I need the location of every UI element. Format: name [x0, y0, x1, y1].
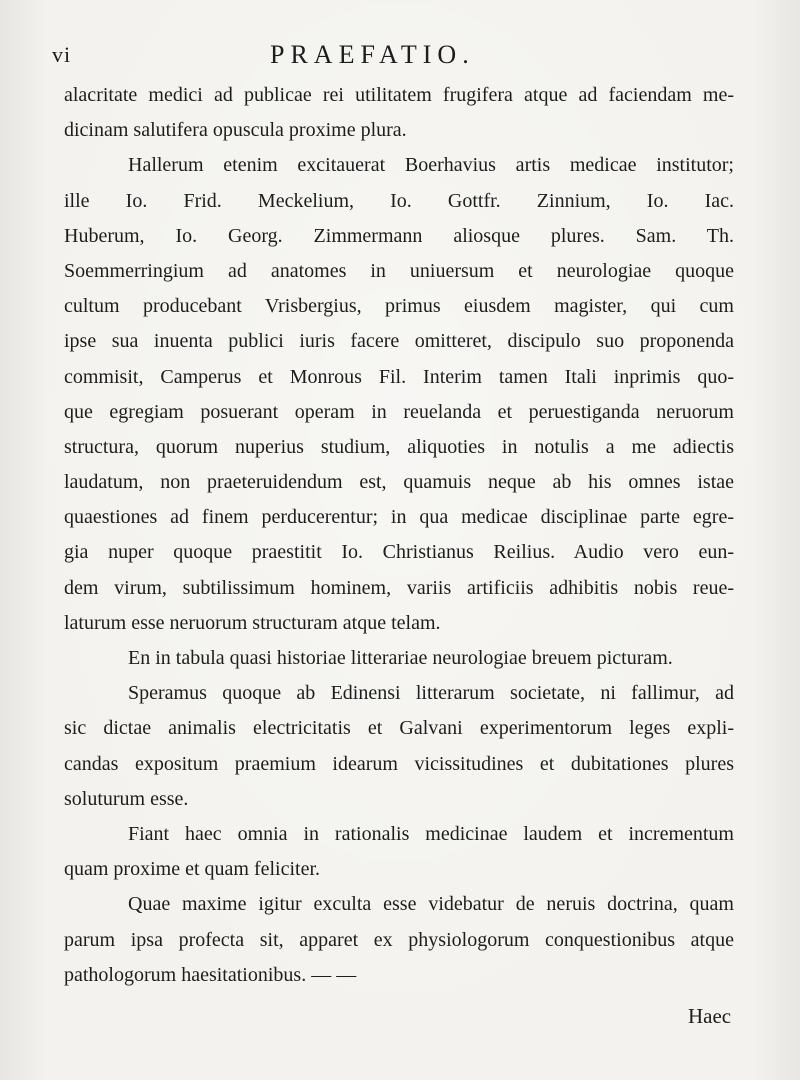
text-line: Fiant haec omnia in rationalis medicinae laudem et incrementum: [128, 822, 734, 845]
text-line: soluturum esse.: [64, 787, 189, 810]
text-line: quaestiones ad finem perducerentur; in qua medicae disciplinae parte egre-: [64, 506, 734, 529]
text-line: laudatum, non praeteruidendum est, quamuis neque ab his omnes istae: [64, 471, 734, 494]
text-line: Soemmerringium ad anatomes in uniuersum et neurologiae quoque: [64, 259, 734, 282]
text-line: structura, quorum nuperius studium, aliquoties in notulis a me adiectis: [64, 435, 734, 458]
text-line: Hallerum etenim excitauerat Boerhavius artis medicae institutor;: [128, 154, 734, 177]
text-line: dem virum, subtilissimum hominem, variis artificiis adhibitis nobis reue-: [64, 576, 734, 599]
text-line: pathologorum haesitationibus. — —: [64, 963, 357, 986]
text-line: Huberum, Io. Georg. Zimmermann aliosque plures. Sam. Th.: [64, 224, 734, 247]
text-line: En in tabula quasi historiae litterariae neurologiae breuem picturam.: [128, 647, 673, 669]
page-header: [52, 36, 732, 76]
running-title: PRAEFATIO.: [270, 40, 475, 69]
body-text: [64, 78, 734, 993]
text-line: cultum producebant Vrisbergius, primus eiusdem magister, qui cum: [64, 295, 734, 318]
text-line: sic dictae animalis electricitatis et Galvani experimentorum leges expli-: [64, 717, 734, 740]
text-line: Speramus quoque ab Edinensi litterarum societate, ni fallimur, ad: [128, 682, 734, 705]
text-line: gia nuper quoque praestitit Io. Christianus Reilius. Audio vero eun-: [64, 541, 734, 564]
text-line: dicinam salutifera opuscula proxime plura.: [64, 119, 407, 142]
text-line: commisit, Camperus et Monrous Fil. Interim tamen Itali inprimis quo-: [64, 365, 734, 388]
text-line: quam proxime et quam feliciter.: [64, 858, 321, 881]
text-line: Quae maxime igitur exculta esse videbatur de neruis doctrina, quam: [128, 893, 734, 916]
text-line: parum ipsa profecta sit, apparet ex physiologorum conquestionibus atque: [64, 928, 734, 951]
text-line: ipse sua inuenta publici iuris facere omitteret, discipulo suo proponenda: [64, 330, 734, 353]
catchword: Haec: [688, 1004, 732, 1028]
text-line: que egregiam posuerant operam in reuelanda et peruestiganda neruorum: [64, 400, 734, 423]
text-line: candas expositum praemium idearum vicissitudines et dubitationes plures: [64, 752, 734, 775]
text-line: ille Io. Frid. Meckelium, Io. Gottfr. Zinnium, Io. Iac.: [64, 189, 734, 212]
page-number: vi: [52, 42, 72, 67]
text-line: laturum esse neruorum structuram atque telam.: [64, 611, 441, 634]
text-line: alacritate medici ad publicae rei utilitatem frugifera atque ad faciendam me-: [64, 84, 734, 106]
